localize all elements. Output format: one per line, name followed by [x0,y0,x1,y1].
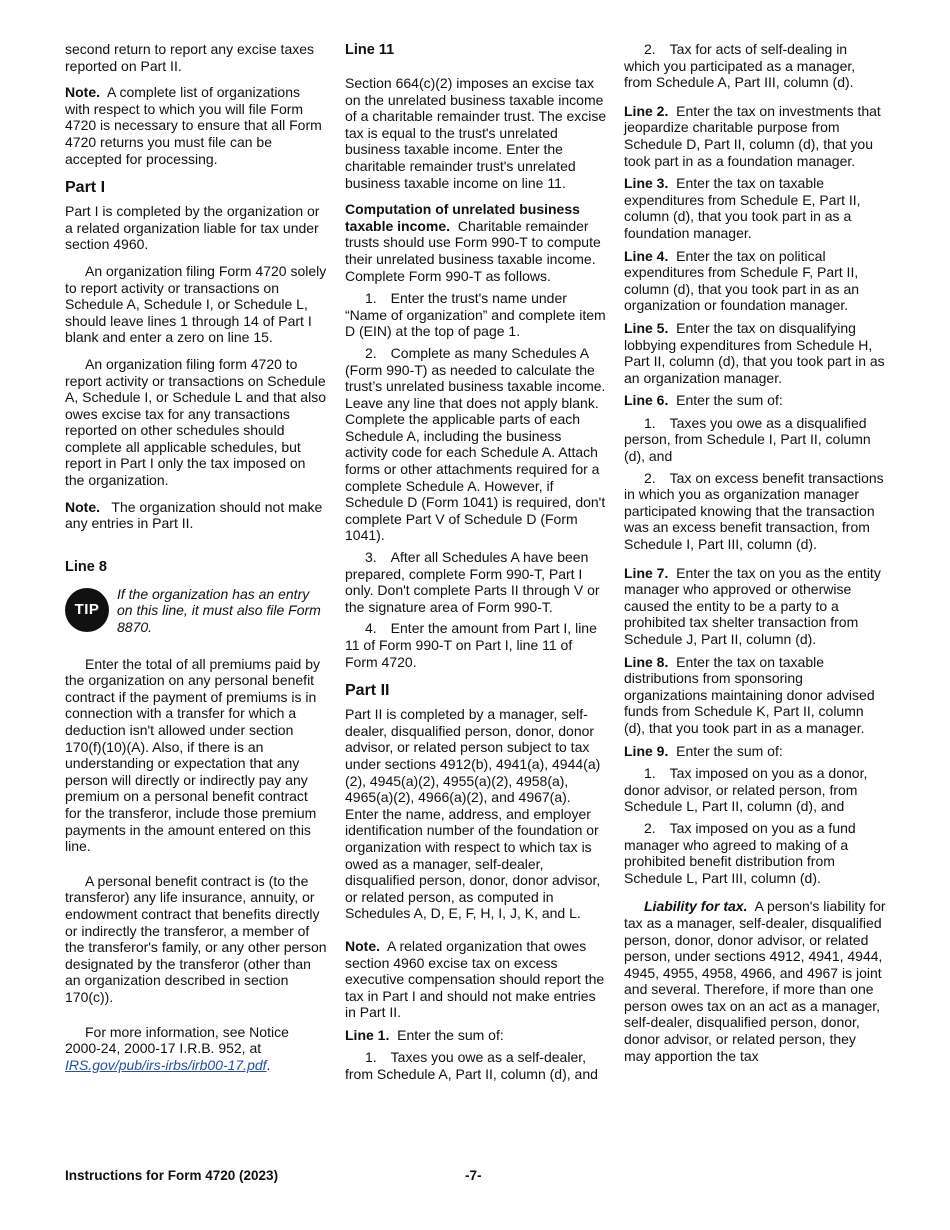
computation-paragraph [345,201,607,284]
line1-paragraph [345,1027,607,1044]
note-label: Note. [345,937,380,954]
line9-text: Enter the sum of: [676,742,783,759]
part1-paragraph-2: An organization filing Form 4720 solely to report activity or transactions on Schedule A, Schedule I, or Schedule L, should leave lines 1 through 14 of Part I blank and enter a zero on line 15. [65,262,327,346]
more-info-paragraph [65,1024,328,1074]
line11-paragraph: Section 664(c)(2) imposes an excise tax on the unrelated business taxable income of a charitable remainder trust. The excise tax is equal to the trust's unrelated business taxable income. Enter the charitable remainder trust's unrelated business taxable income on line 11. [345,75,607,191]
computation-item-4: 4. Enter the amount from Part I, line 11 of Form 990-T on Part I, line 11 of Form 4720. [345,620,597,670]
line6-label: Line 6. [624,392,669,409]
note-text: A complete list of organizations with respect to which you will file Form 4720 is necessary to ensure that all Form 4720 returns you must file can be accepted for processing. [65,84,322,167]
tip-box [65,586,328,636]
line8-heading: Line 8 [65,558,107,575]
note-text: A related organization that owes section 4960 excise tax on excess executive compensation should report the tax in Part I and should not make entries in Part II. [345,937,605,1021]
computation-label: Computation of unrelated business taxable income. [345,201,580,234]
line2-label: Line 2. [624,102,669,119]
line3-paragraph [624,175,886,241]
part2-paragraph: Part II is completed by a manager, self-dealer, disqualified person, donor, donor advisor, or related person subject to tax under sections 4912(b), 4941(a), 4944(a)(2), 4945(a)(2), 4955(a)(2), 4958(a), 4965(a)(2), 4966(a)(2), and 4967(a). Enter the name, address, and employer identification number of the foundation or organization with respect to which tax is owed as a manager, self-dealer, disqualified person, donor, donor advisor, or related person, as computed in Schedules A, D, E, F, H, I, J, K, and L. [345,706,601,922]
footer-title: Instructions for Form 4720 (2023) [65,1168,279,1183]
line3-text: Enter the tax on taxable expenditures from Schedule E, Part II, column (d), that you took part in as a foundation manager. [624,175,861,241]
line8-label: Line 8. [624,653,669,670]
line1-item-1: 1. Taxes you owe as a self-dealer, from Schedule A, Part II, column (d), and [345,1049,598,1083]
line6-text: Enter the sum of: [676,392,783,409]
line8-paragraph [624,654,886,737]
line8-text: Enter the tax on taxable distributions from sponsoring organizations maintaining donor advised funds from Schedule K, Part II, column (d), that you took part in as a manager. [624,653,875,736]
part2-heading: Part II [345,682,390,700]
tip-icon: TIP [65,588,109,632]
line5-paragraph [624,320,886,386]
page-footer [65,1168,886,1183]
line3-label: Line 3. [624,175,669,192]
page-number: -7- [465,1168,482,1183]
line6-paragraph [624,392,886,409]
line7-paragraph [624,565,886,648]
continued-paragraph: second return to report any excise taxes reported on Part II. [65,41,315,74]
part1-paragraph-3: An organization filing form 4720 to report activity or transactions on Schedule A, Schedule I, or Schedule L and that also owes excise tax for any transactions reported on other schedules should complete all applicable schedules, but report in Part I only the tax imposed on the organization. [65,355,326,489]
line9-item-2: 2. Tax imposed on you as a fund manager who agreed to making of a prohibited benefit distribution from Schedule L, Part III, column (d). [624,819,856,886]
line6-item-2: 2. Tax on excess benefit transactions in which you as organization manager participated knowing that the transaction was an excess benefit transaction, from Schedule I, Part III, column (d). [624,469,884,553]
note-part2-entries [65,499,328,532]
line5-text: Enter the tax on disqualifying lobbying expenditures from Schedule H, Part II, column (d), that you took part in as an organization manager. [624,319,885,386]
line2-text: Enter the tax on investments that jeopardize charitable purpose from Schedule D, Part II, column (d), that you took part in as a foundation manager. [624,102,881,169]
line8-paragraph-1: Enter the total of all premiums paid by the organization on any personal benefit contract if the payment of premiums is in connection with a transfer for which a deduction isn't allowed under section 170(f)(10)(A). Also, if there is an understanding or expectation that any person will directly or indirectly pay any premium on a personal benefit contract for the transferor, include those premium payments in the amount entered on this line. [65,655,321,855]
line7-text: Enter the tax on you as the entity manager who approved or otherwise caused the entity to be a party to a prohibited tax shelter transaction from Schedule J, Part II, column (d). [624,564,881,647]
line9-label: Line 9. [624,742,669,759]
part1-paragraph-1: Part I is completed by the organization or a related organization liable for tax under section 4960. [65,203,320,253]
line2-paragraph [624,103,886,169]
line4-paragraph [624,248,886,314]
column-2 [345,41,607,1088]
tip-text: If the organization has an entry on this line, it must also file Form 8870. [117,585,321,636]
line8-paragraph-2: A personal benefit contract is (to the transferor) any life insurance, annuity, or endowment contract that benefits directly or indirectly the transferor, a member of the transferor's family, or any other person designated by the transferor (other than an organization described in section 170(c)). [65,872,327,1005]
line1-item-2: 2. Tax for acts of self-dealing in which you participated as a manager, from Schedule A, Part III, column (d). [624,41,856,91]
line11-heading: Line 11 [345,42,395,58]
line6-item-1: 1. Taxes you owe as a disqualified person, from Schedule I, Part II, column (d), and [624,414,871,465]
column-1 [65,41,328,1083]
liability-label: Liability for tax. [644,898,748,915]
note-label: Note. [65,498,100,515]
part1-heading: Part I [65,179,106,197]
line9-item-1: 1. Tax imposed on you as a donor, donor advisor, or related person, from Schedule L, Part II, column (d), and [624,765,868,815]
more-info-text: For more information, see Notice 2000-24, 2000-17 I.R.B. 952, at [65,1023,289,1057]
line5-label: Line 5. [624,319,669,336]
column-3 [624,41,886,1074]
liability-paragraph [624,898,886,1064]
liability-text: A person's liability for tax as a manager, self-dealer, disqualified person, donor, donor advisor, or related person, under sections 4912, 4941, 4944, 4945, 4955, 4958, 4966, and 4967 is joint and several. Therefore, if more than one person owes tax on an act as a manager, self-dealer, disqualified person, donor, donor advisor, or related person, they may apportion the tax [624,898,886,1064]
line7-label: Line 7. [624,564,669,581]
computation-item-1: 1. Enter the trust's name under “Name of organization” and complete item D (EIN) at the top of page 1. [345,290,606,340]
note-label: Note. [65,84,100,101]
irb-link[interactable]: IRS.gov/pub/irs-irbs/irb00-17.pdf [65,1056,267,1073]
note-text: The organization should not make any entries in Part II. [65,498,323,532]
period: . [266,1056,271,1073]
note-related-organization [345,938,607,1021]
line1-label: Line 1. [345,1026,390,1043]
computation-item-2: 2. Complete as many Schedules A (Form 990-T) as needed to calculate the trust’s unrelated business taxable income. Leave any line that does not apply blank. Complete the applicable parts of each Schedule A, including the business activity code for each Schedule A. Attach forms or other attachments required for a complete Schedule A. However, if Schedule D (Form 1041) is required, don't complete Part V of Schedule D (Form 1041). [345,344,606,544]
line4-text: Enter the tax on political expenditures from Schedule F, Part II, column (d), that you took part in as an organization or foundation manager. [624,247,860,314]
line9-paragraph [624,743,886,760]
line4-label: Line 4. [624,247,669,264]
computation-text: Charitable remainder trusts should use Form 990-T to compute their unrelated business taxable income. Complete Form 990-T as follows. [345,217,601,284]
note-complete-list [65,84,328,167]
computation-item-3: 3. After all Schedules A have been prepared, complete Form 990-T, Part I only. Don't complete Parts II through V or the signature area of Form 990-T. [345,549,600,615]
line1-text: Enter the sum of: [397,1026,504,1043]
